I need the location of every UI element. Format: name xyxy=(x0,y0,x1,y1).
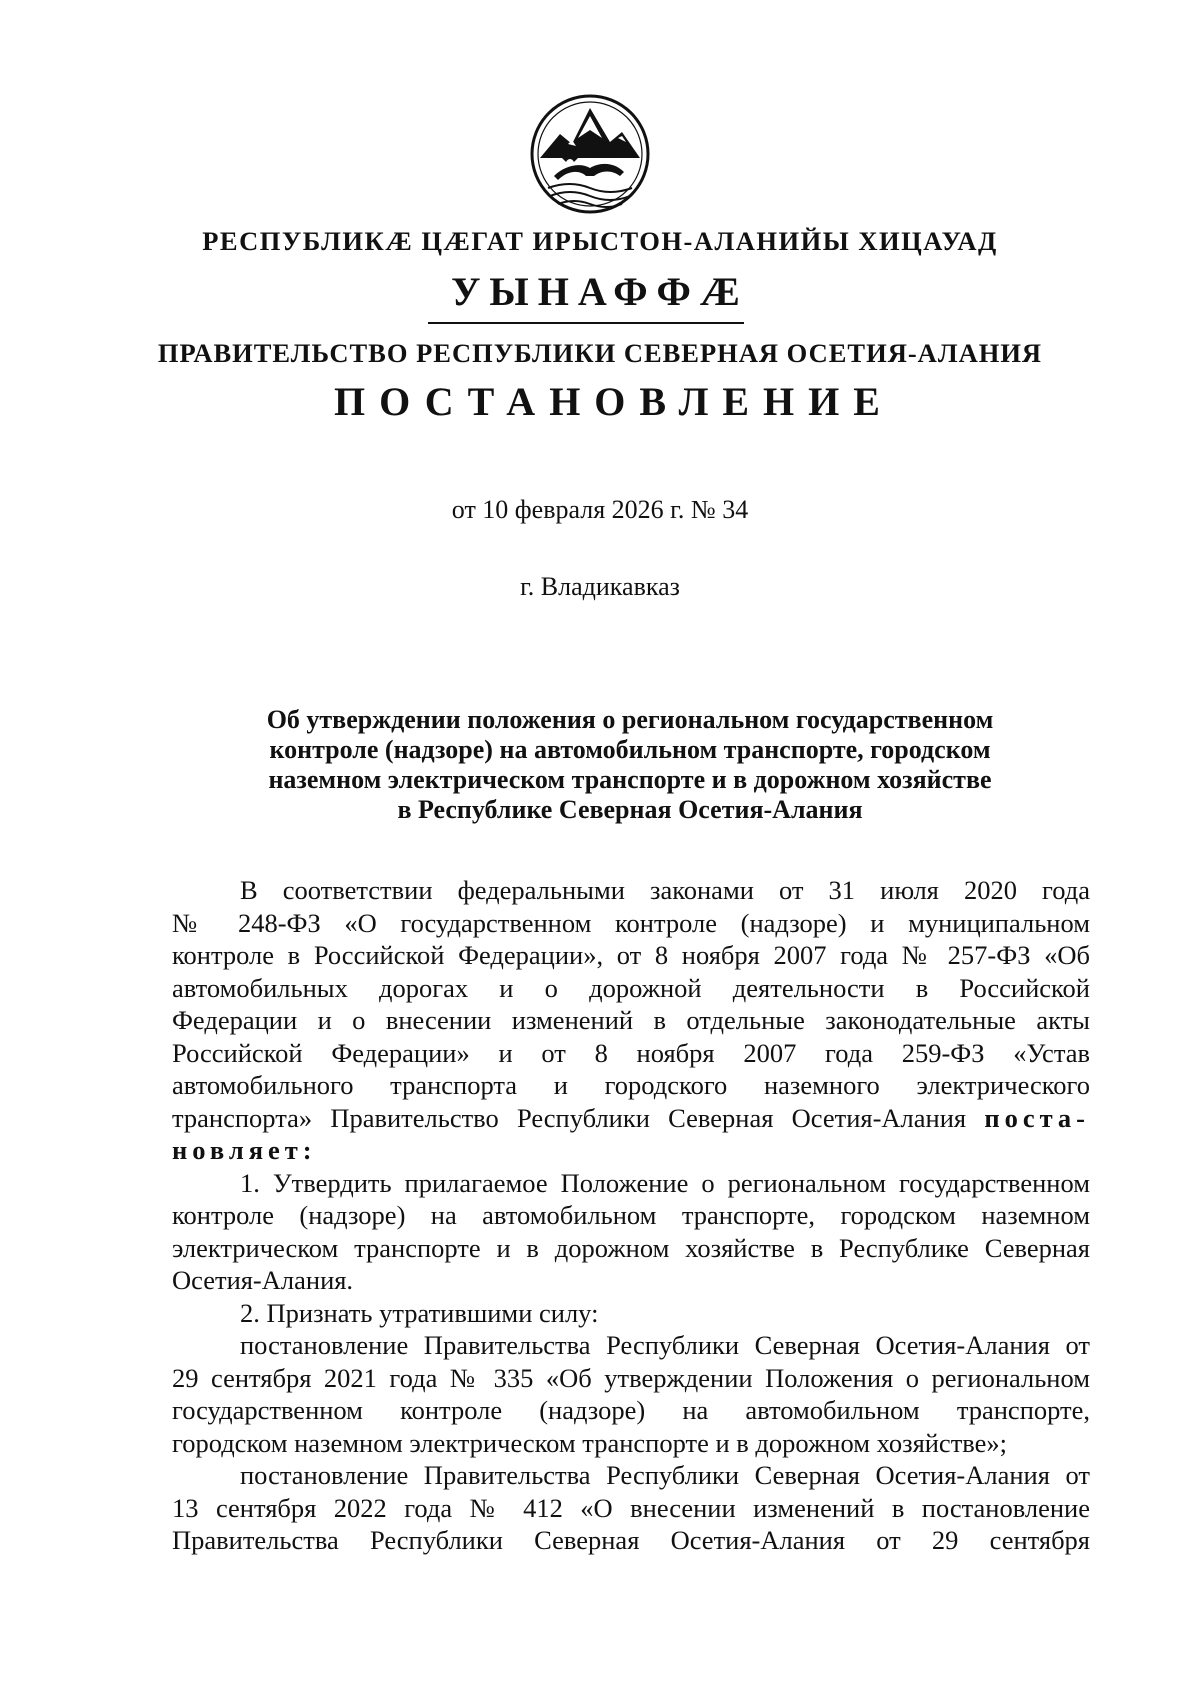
item1-line: электрическом транспорте и в дорожном хозяйстве в Республике Северная xyxy=(172,1232,1090,1263)
document-city: г. Владикавказ xyxy=(520,572,680,601)
preamble-line: В соответствии федеральными законами от 31 июля 2020 года xyxy=(240,875,1090,905)
item1-line: 1. Утвердить прилагаемое Положение о региональном государственном xyxy=(240,1167,1090,1198)
russian-document-type: ПОСТАНОВЛЕНИЕ xyxy=(334,379,894,424)
item1-line: контроле (надзоре) на автомобильном транспорте, городском наземном xyxy=(172,1200,1090,1230)
item2-heading: 2. Признать утратившими силу: xyxy=(240,1297,599,1328)
title-line: контроле (надзоре) на автомобильном транспорте, городском xyxy=(269,735,991,764)
item1-line: Осетия-Алания. xyxy=(172,1265,354,1295)
repeal1-line: постановление Правительства Республики Северная Осетия-Алания от xyxy=(240,1330,1090,1360)
coat-of-arms-emblem xyxy=(528,92,652,216)
repeal1-line: городском наземном электрическом транспорте и в дорожном хозяйстве»; xyxy=(172,1427,1008,1458)
preamble-line: Российской Федерации» и от 8 ноября 2007 года 259-ФЗ «Устав xyxy=(172,1037,1090,1068)
preamble-line: автомобильных дорогах и о дорожной деятельности в Российской xyxy=(172,972,1090,1003)
repeal1-line: государственном контроле (надзоре) на автомобильном транспорте, xyxy=(172,1395,1090,1425)
document-date-number: от 10 февраля 2026 г. № 34 xyxy=(451,495,749,524)
decree-word-part2: новляет: xyxy=(172,1135,317,1165)
preamble-last-text: транспорта» Правительство Республики Северная Осетия-Алания xyxy=(172,1102,967,1133)
russian-authority-name: ПРАВИТЕЛЬСТВО РЕСПУБЛИКИ СЕВЕРНАЯ ОСЕТИЯ-АЛАНИЯ xyxy=(157,338,1043,368)
repeal1-line: 29 сентября 2021 года № 335 «Об утверждении Положения о региональном xyxy=(172,1362,1090,1393)
repeal2-line: Правительства Республики Северная Осетия-Алания от 29 сентября xyxy=(172,1525,1090,1555)
preamble-line: Федерации и о внесении изменений в отдельные законодательные акты xyxy=(172,1005,1090,1035)
preamble-last-line xyxy=(172,1102,1090,1135)
preamble-line: контроле в Российской Федерации», от 8 ноября 2007 года № 257-ФЗ «Об xyxy=(172,940,1090,970)
repeal2-line: 13 сентября 2022 года № 412 «О внесении изменений в постановление xyxy=(172,1492,1090,1523)
ossetian-document-type: УЫНАФФÆ xyxy=(451,269,749,314)
document-title xyxy=(175,705,1085,825)
repeal2-line: постановление Правительства Республики Северная Осетия-Алания от xyxy=(240,1460,1090,1490)
title-line: Об утверждении положения о региональном государственном xyxy=(266,705,994,734)
decree-word-part1: поста- xyxy=(984,1102,1090,1133)
title-line: в Республике Северная Осетия-Алания xyxy=(397,795,863,824)
document-body xyxy=(172,874,1090,1557)
preamble-line: автомобильного транспорта и городского наземного электрического xyxy=(172,1070,1090,1100)
ossetian-authority-name: РЕСПУБЛИКÆ ЦÆГАТ ИРЫСТОН-АЛАНИЙЫ ХИЦАУАД xyxy=(202,226,998,256)
header-divider xyxy=(428,322,744,324)
preamble-line: № 248-ФЗ «О государственном контроле (надзоре) и муниципальном xyxy=(172,907,1090,938)
title-line: наземном электрическом транспорте и в дорожном хозяйстве xyxy=(268,765,992,794)
decree-word-line xyxy=(172,1134,1090,1167)
